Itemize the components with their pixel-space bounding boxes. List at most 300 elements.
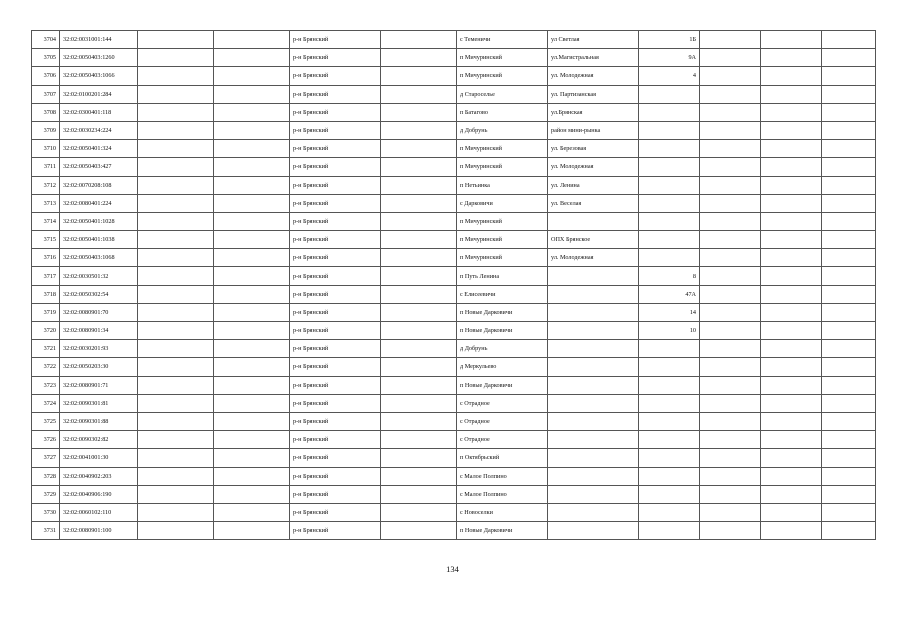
blank-cell bbox=[761, 376, 822, 394]
blank-cell bbox=[700, 358, 761, 376]
street-cell bbox=[548, 522, 639, 540]
blank-cell bbox=[822, 467, 876, 485]
blank-cell bbox=[138, 285, 214, 303]
blank-cell bbox=[822, 31, 876, 49]
blank-cell bbox=[700, 394, 761, 412]
table-row bbox=[32, 485, 876, 503]
cadastral-number-cell: 32:02:0070208:108 bbox=[60, 176, 138, 194]
table-row bbox=[32, 49, 876, 67]
blank-cell bbox=[214, 67, 290, 85]
row-number-cell: 3705 bbox=[32, 49, 60, 67]
row-number-cell: 3711 bbox=[32, 158, 60, 176]
blank-cell bbox=[214, 412, 290, 430]
blank-cell bbox=[700, 449, 761, 467]
house-number-cell: 9А bbox=[639, 49, 700, 67]
blank-cell bbox=[214, 431, 290, 449]
street-cell bbox=[548, 358, 639, 376]
cadastral-number-cell: 32:02:0040906:190 bbox=[60, 485, 138, 503]
house-number-cell bbox=[639, 140, 700, 158]
blank-cell bbox=[761, 431, 822, 449]
street-cell: ул. Молодежная bbox=[548, 249, 639, 267]
table-row bbox=[32, 231, 876, 249]
cadastral-number-cell: 32:02:0031001:144 bbox=[60, 31, 138, 49]
blank-cell bbox=[138, 194, 214, 212]
house-number-cell bbox=[639, 231, 700, 249]
district-cell: р-н Брянский bbox=[290, 303, 381, 321]
blank-cell bbox=[822, 103, 876, 121]
street-cell: ул. Партизанская bbox=[548, 85, 639, 103]
locality-cell: п Новые Дарковичи bbox=[457, 322, 548, 340]
row-number-cell: 3731 bbox=[32, 522, 60, 540]
blank-cell bbox=[761, 212, 822, 230]
blank-cell bbox=[381, 176, 457, 194]
street-cell bbox=[548, 340, 639, 358]
blank-cell bbox=[381, 394, 457, 412]
cadastral-number-cell: 32:02:0050403:1260 bbox=[60, 49, 138, 67]
blank-cell bbox=[138, 103, 214, 121]
cadastral-number-cell: 32:02:0041001:30 bbox=[60, 449, 138, 467]
blank-cell bbox=[700, 267, 761, 285]
cadastral-number-cell: 32:02:0050401:1038 bbox=[60, 231, 138, 249]
blank-cell bbox=[138, 485, 214, 503]
house-number-cell: 47А bbox=[639, 285, 700, 303]
house-number-cell bbox=[639, 121, 700, 139]
row-number-cell: 3727 bbox=[32, 449, 60, 467]
street-cell: ул. Березовая bbox=[548, 140, 639, 158]
blank-cell bbox=[700, 158, 761, 176]
locality-cell: п Новые Дарковичи bbox=[457, 376, 548, 394]
street-cell: ул. Ленина bbox=[548, 176, 639, 194]
blank-cell bbox=[700, 431, 761, 449]
row-number-cell: 3718 bbox=[32, 285, 60, 303]
table-row bbox=[32, 140, 876, 158]
blank-cell bbox=[761, 85, 822, 103]
street-cell bbox=[548, 322, 639, 340]
blank-cell bbox=[822, 49, 876, 67]
street-cell: ОПХ Брянское bbox=[548, 231, 639, 249]
table-row bbox=[32, 503, 876, 521]
table-row bbox=[32, 285, 876, 303]
blank-cell bbox=[822, 303, 876, 321]
table-row bbox=[32, 467, 876, 485]
table-row bbox=[32, 412, 876, 430]
blank-cell bbox=[138, 503, 214, 521]
blank-cell bbox=[138, 121, 214, 139]
street-cell: ул.Брянская bbox=[548, 103, 639, 121]
row-number-cell: 3706 bbox=[32, 67, 60, 85]
blank-cell bbox=[214, 449, 290, 467]
table-row bbox=[32, 322, 876, 340]
row-number-cell: 3717 bbox=[32, 267, 60, 285]
locality-cell: с Отрадное bbox=[457, 412, 548, 430]
blank-cell bbox=[700, 67, 761, 85]
locality-cell: с Отрадное bbox=[457, 431, 548, 449]
blank-cell bbox=[138, 394, 214, 412]
locality-cell: п Новые Дарковичи bbox=[457, 303, 548, 321]
blank-cell bbox=[381, 212, 457, 230]
blank-cell bbox=[138, 522, 214, 540]
blank-cell bbox=[214, 103, 290, 121]
blank-cell bbox=[822, 358, 876, 376]
blank-cell bbox=[214, 522, 290, 540]
blank-cell bbox=[138, 212, 214, 230]
table-row bbox=[32, 121, 876, 139]
table-row bbox=[32, 31, 876, 49]
table-row bbox=[32, 85, 876, 103]
house-number-cell: 10 bbox=[639, 322, 700, 340]
blank-cell bbox=[138, 67, 214, 85]
district-cell: р-н Брянский bbox=[290, 176, 381, 194]
blank-cell bbox=[381, 249, 457, 267]
cadastral-number-cell: 32:02:0050401:1028 bbox=[60, 212, 138, 230]
blank-cell bbox=[381, 31, 457, 49]
street-cell bbox=[548, 449, 639, 467]
row-number-cell: 3730 bbox=[32, 503, 60, 521]
blank-cell bbox=[381, 503, 457, 521]
blank-cell bbox=[138, 31, 214, 49]
house-number-cell: 8 bbox=[639, 267, 700, 285]
blank-cell bbox=[138, 140, 214, 158]
locality-cell: п Путь Ленина bbox=[457, 267, 548, 285]
blank-cell bbox=[822, 412, 876, 430]
blank-cell bbox=[214, 267, 290, 285]
house-number-cell bbox=[639, 485, 700, 503]
street-cell bbox=[548, 285, 639, 303]
locality-cell: д Меркульево bbox=[457, 358, 548, 376]
cadastral-number-cell: 32:02:0090302:82 bbox=[60, 431, 138, 449]
blank-cell bbox=[138, 376, 214, 394]
street-cell bbox=[548, 467, 639, 485]
house-number-cell bbox=[639, 449, 700, 467]
house-number-cell bbox=[639, 412, 700, 430]
house-number-cell bbox=[639, 212, 700, 230]
registry-table-body bbox=[32, 31, 876, 540]
blank-cell bbox=[822, 194, 876, 212]
street-cell bbox=[548, 376, 639, 394]
blank-cell bbox=[381, 231, 457, 249]
blank-cell bbox=[700, 503, 761, 521]
locality-cell: п Новые Дарковичи bbox=[457, 522, 548, 540]
locality-cell: д Добрунь bbox=[457, 340, 548, 358]
locality-cell: с Отрадное bbox=[457, 394, 548, 412]
locality-cell: п Мичуринский bbox=[457, 49, 548, 67]
blank-cell bbox=[138, 49, 214, 67]
blank-cell bbox=[822, 522, 876, 540]
blank-cell bbox=[381, 267, 457, 285]
blank-cell bbox=[214, 49, 290, 67]
cadastral-number-cell: 32:02:0080401:224 bbox=[60, 194, 138, 212]
blank-cell bbox=[381, 431, 457, 449]
blank-cell bbox=[822, 485, 876, 503]
street-cell: ул.Магистральная bbox=[548, 49, 639, 67]
district-cell: р-н Брянский bbox=[290, 340, 381, 358]
blank-cell bbox=[214, 249, 290, 267]
blank-cell bbox=[138, 431, 214, 449]
cadastral-number-cell: 32:02:0050203:30 bbox=[60, 358, 138, 376]
cadastral-number-cell: 32:02:0050403:427 bbox=[60, 158, 138, 176]
blank-cell bbox=[700, 31, 761, 49]
blank-cell bbox=[761, 485, 822, 503]
row-number-cell: 3704 bbox=[32, 31, 60, 49]
blank-cell bbox=[381, 467, 457, 485]
blank-cell bbox=[761, 394, 822, 412]
street-cell: ул. Молодежная bbox=[548, 158, 639, 176]
blank-cell bbox=[138, 176, 214, 194]
blank-cell bbox=[761, 449, 822, 467]
blank-cell bbox=[700, 485, 761, 503]
locality-cell: п Нетьинка bbox=[457, 176, 548, 194]
blank-cell bbox=[138, 158, 214, 176]
blank-cell bbox=[761, 67, 822, 85]
blank-cell bbox=[822, 231, 876, 249]
house-number-cell bbox=[639, 503, 700, 521]
blank-cell bbox=[700, 412, 761, 430]
blank-cell bbox=[700, 49, 761, 67]
blank-cell bbox=[214, 158, 290, 176]
locality-cell: п Октябрьский bbox=[457, 449, 548, 467]
blank-cell bbox=[761, 303, 822, 321]
house-number-cell bbox=[639, 522, 700, 540]
blank-cell bbox=[761, 412, 822, 430]
blank-cell bbox=[761, 267, 822, 285]
cadastral-number-cell: 32:02:0050401:324 bbox=[60, 140, 138, 158]
blank-cell bbox=[381, 103, 457, 121]
cadastral-number-cell: 32:02:0050403:1068 bbox=[60, 249, 138, 267]
locality-cell: с Малое Полпино bbox=[457, 485, 548, 503]
blank-cell bbox=[700, 376, 761, 394]
blank-cell bbox=[381, 67, 457, 85]
blank-cell bbox=[761, 194, 822, 212]
table-row bbox=[32, 194, 876, 212]
blank-cell bbox=[761, 121, 822, 139]
blank-cell bbox=[214, 231, 290, 249]
blank-cell bbox=[381, 49, 457, 67]
table-row bbox=[32, 103, 876, 121]
table-row bbox=[32, 522, 876, 540]
table-row bbox=[32, 358, 876, 376]
table-row bbox=[32, 431, 876, 449]
blank-cell bbox=[700, 231, 761, 249]
cadastral-number-cell: 32:02:0080901:34 bbox=[60, 322, 138, 340]
blank-cell bbox=[214, 176, 290, 194]
blank-cell bbox=[700, 194, 761, 212]
street-cell: ул Светлая bbox=[548, 31, 639, 49]
blank-cell bbox=[214, 303, 290, 321]
blank-cell bbox=[761, 322, 822, 340]
district-cell: р-н Брянский bbox=[290, 103, 381, 121]
table-row bbox=[32, 212, 876, 230]
district-cell: р-н Брянский bbox=[290, 358, 381, 376]
district-cell: р-н Брянский bbox=[290, 49, 381, 67]
blank-cell bbox=[761, 358, 822, 376]
blank-cell bbox=[214, 376, 290, 394]
street-cell bbox=[548, 503, 639, 521]
row-number-cell: 3723 bbox=[32, 376, 60, 394]
row-number-cell: 3721 bbox=[32, 340, 60, 358]
blank-cell bbox=[138, 231, 214, 249]
house-number-cell bbox=[639, 394, 700, 412]
registry-table bbox=[31, 30, 876, 540]
blank-cell bbox=[138, 267, 214, 285]
locality-cell: п Батагово bbox=[457, 103, 548, 121]
row-number-cell: 3722 bbox=[32, 358, 60, 376]
blank-cell bbox=[138, 412, 214, 430]
blank-cell bbox=[761, 249, 822, 267]
house-number-cell bbox=[639, 103, 700, 121]
district-cell: р-н Брянский bbox=[290, 140, 381, 158]
blank-cell bbox=[822, 121, 876, 139]
blank-cell bbox=[138, 449, 214, 467]
blank-cell bbox=[214, 358, 290, 376]
blank-cell bbox=[700, 322, 761, 340]
district-cell: р-н Брянский bbox=[290, 67, 381, 85]
district-cell: р-н Брянский bbox=[290, 85, 381, 103]
house-number-cell: 1Б bbox=[639, 31, 700, 49]
cadastral-number-cell: 32:02:0030501:32 bbox=[60, 267, 138, 285]
blank-cell bbox=[381, 303, 457, 321]
blank-cell bbox=[822, 267, 876, 285]
district-cell: р-н Брянский bbox=[290, 322, 381, 340]
blank-cell bbox=[761, 522, 822, 540]
cadastral-number-cell: 32:02:0080901:70 bbox=[60, 303, 138, 321]
blank-cell bbox=[214, 503, 290, 521]
district-cell: р-н Брянский bbox=[290, 285, 381, 303]
locality-cell: с Теменичи bbox=[457, 31, 548, 49]
district-cell: р-н Брянский bbox=[290, 212, 381, 230]
row-number-cell: 3724 bbox=[32, 394, 60, 412]
row-number-cell: 3729 bbox=[32, 485, 60, 503]
blank-cell bbox=[381, 322, 457, 340]
district-cell: р-н Брянский bbox=[290, 449, 381, 467]
blank-cell bbox=[700, 176, 761, 194]
row-number-cell: 3712 bbox=[32, 176, 60, 194]
house-number-cell bbox=[639, 176, 700, 194]
blank-cell bbox=[138, 85, 214, 103]
district-cell: р-н Брянский bbox=[290, 231, 381, 249]
district-cell: р-н Брянский bbox=[290, 503, 381, 521]
table-row bbox=[32, 376, 876, 394]
locality-cell: с Дарковичи bbox=[457, 194, 548, 212]
blank-cell bbox=[822, 394, 876, 412]
page-number: 134 bbox=[446, 564, 459, 574]
row-number-cell: 3725 bbox=[32, 412, 60, 430]
table-row bbox=[32, 158, 876, 176]
cadastral-number-cell: 32:02:0030234:224 bbox=[60, 121, 138, 139]
table-row bbox=[32, 303, 876, 321]
blank-cell bbox=[700, 467, 761, 485]
district-cell: р-н Брянский bbox=[290, 412, 381, 430]
blank-cell bbox=[214, 31, 290, 49]
blank-cell bbox=[381, 449, 457, 467]
blank-cell bbox=[214, 322, 290, 340]
blank-cell bbox=[700, 85, 761, 103]
house-number-cell bbox=[639, 431, 700, 449]
blank-cell bbox=[761, 467, 822, 485]
blank-cell bbox=[700, 522, 761, 540]
blank-cell bbox=[700, 121, 761, 139]
blank-cell bbox=[138, 358, 214, 376]
blank-cell bbox=[822, 249, 876, 267]
row-number-cell: 3714 bbox=[32, 212, 60, 230]
locality-cell: п Мичуринский bbox=[457, 140, 548, 158]
row-number-cell: 3713 bbox=[32, 194, 60, 212]
blank-cell bbox=[822, 376, 876, 394]
cadastral-number-cell: 32:02:0090301:81 bbox=[60, 394, 138, 412]
district-cell: р-н Брянский bbox=[290, 522, 381, 540]
blank-cell bbox=[138, 303, 214, 321]
row-number-cell: 3708 bbox=[32, 103, 60, 121]
blank-cell bbox=[761, 176, 822, 194]
blank-cell bbox=[381, 412, 457, 430]
blank-cell bbox=[700, 285, 761, 303]
blank-cell bbox=[822, 212, 876, 230]
row-number-cell: 3726 bbox=[32, 431, 60, 449]
blank-cell bbox=[214, 485, 290, 503]
locality-cell: п Мичуринский bbox=[457, 231, 548, 249]
table-row bbox=[32, 340, 876, 358]
blank-cell bbox=[822, 140, 876, 158]
blank-cell bbox=[761, 340, 822, 358]
blank-cell bbox=[381, 121, 457, 139]
locality-cell: с Елисеевичи bbox=[457, 285, 548, 303]
district-cell: р-н Брянский bbox=[290, 158, 381, 176]
blank-cell bbox=[761, 103, 822, 121]
district-cell: р-н Брянский bbox=[290, 431, 381, 449]
blank-cell bbox=[822, 322, 876, 340]
district-cell: р-н Брянский bbox=[290, 249, 381, 267]
house-number-cell bbox=[639, 194, 700, 212]
house-number-cell bbox=[639, 467, 700, 485]
cadastral-number-cell: 32:02:0300401:118 bbox=[60, 103, 138, 121]
table-row bbox=[32, 394, 876, 412]
blank-cell bbox=[381, 376, 457, 394]
district-cell: р-н Брянский bbox=[290, 394, 381, 412]
house-number-cell bbox=[639, 249, 700, 267]
blank-cell bbox=[700, 303, 761, 321]
locality-cell: п Мичуринский bbox=[457, 212, 548, 230]
row-number-cell: 3709 bbox=[32, 121, 60, 139]
blank-cell bbox=[822, 176, 876, 194]
blank-cell bbox=[700, 249, 761, 267]
blank-cell bbox=[214, 85, 290, 103]
blank-cell bbox=[822, 285, 876, 303]
locality-cell: п Мичуринский bbox=[457, 249, 548, 267]
house-number-cell bbox=[639, 340, 700, 358]
locality-cell: д Добрунь bbox=[457, 121, 548, 139]
cadastral-number-cell: 32:02:0060102:110 bbox=[60, 503, 138, 521]
blank-cell bbox=[761, 158, 822, 176]
table-row bbox=[32, 67, 876, 85]
blank-cell bbox=[761, 503, 822, 521]
district-cell: р-н Брянский bbox=[290, 467, 381, 485]
blank-cell bbox=[214, 285, 290, 303]
street-cell bbox=[548, 212, 639, 230]
blank-cell bbox=[138, 249, 214, 267]
district-cell: р-н Брянский bbox=[290, 376, 381, 394]
blank-cell bbox=[138, 467, 214, 485]
blank-cell bbox=[822, 85, 876, 103]
locality-cell: п Мичуринский bbox=[457, 158, 548, 176]
blank-cell bbox=[138, 340, 214, 358]
locality-cell: п Мичуринский bbox=[457, 67, 548, 85]
house-number-cell: 4 bbox=[639, 67, 700, 85]
street-cell bbox=[548, 431, 639, 449]
house-number-cell bbox=[639, 158, 700, 176]
district-cell: р-н Брянский bbox=[290, 121, 381, 139]
street-cell bbox=[548, 394, 639, 412]
table-row bbox=[32, 176, 876, 194]
house-number-cell bbox=[639, 85, 700, 103]
